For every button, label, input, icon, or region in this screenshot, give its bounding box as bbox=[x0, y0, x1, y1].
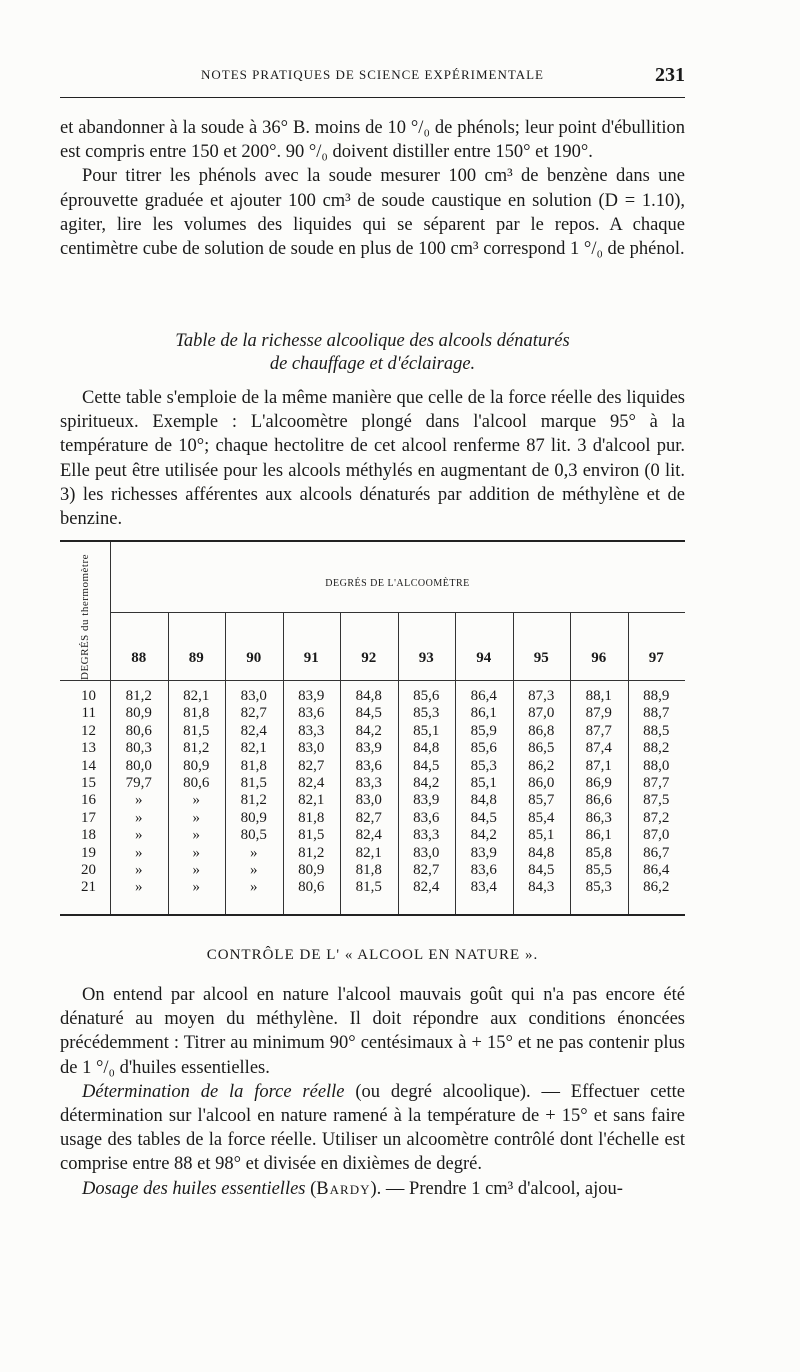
richness-cell: 81,5 bbox=[355, 879, 382, 896]
richness-cell: 80,3 bbox=[125, 740, 152, 757]
richness-cell: 82,4 bbox=[298, 775, 325, 791]
running-title: NOTES PRATIQUES DE SCIENCE EXPÉRIMENTALE bbox=[200, 67, 544, 82]
richness-cell: 86,2 bbox=[643, 879, 670, 896]
richness-cell: 84,2 bbox=[413, 775, 440, 791]
richness-cell: » bbox=[135, 827, 143, 844]
richness-cell: 83,3 bbox=[355, 775, 382, 791]
alcoometer-column-header: 97 bbox=[648, 650, 664, 666]
column-rule bbox=[283, 612, 284, 914]
richness-cell: 84,2 bbox=[470, 827, 497, 844]
richness-cell: » bbox=[135, 792, 143, 809]
richness-cell: 83,6 bbox=[355, 757, 382, 774]
richness-cell: 84,8 bbox=[528, 844, 555, 861]
thermometer-degrees-header bbox=[64, 554, 106, 679]
nature-paragraph-2 bbox=[60, 1080, 685, 1177]
richness-cell: 87,2 bbox=[643, 809, 670, 826]
table-explanation bbox=[60, 386, 685, 531]
table-title-line-1: Table de la richesse alcoolique des alcools dénaturés bbox=[175, 331, 570, 351]
richness-cell: 86,1 bbox=[585, 827, 612, 844]
richness-cell: 82,4 bbox=[240, 722, 267, 739]
temperature-cell: 13 bbox=[81, 740, 96, 757]
alcoometer-column-header: 96 bbox=[591, 650, 607, 666]
dosage-text: . — Prendre 1 cm³ d'alcool, ajou- bbox=[376, 1178, 623, 1199]
richness-cell: 79,7 bbox=[125, 775, 152, 791]
richness-cell: 85,3 bbox=[413, 705, 440, 722]
alcoometer-column-header: 94 bbox=[476, 650, 492, 666]
richness-cell: 83,9 bbox=[298, 688, 325, 704]
table-title bbox=[60, 330, 685, 376]
richness-cell: 81,2 bbox=[183, 740, 210, 757]
richness-cell: 82,1 bbox=[240, 740, 267, 757]
richness-cell: » bbox=[135, 862, 143, 878]
intro-text bbox=[60, 116, 685, 261]
richness-cell: 87,3 bbox=[528, 688, 555, 704]
richness-cell: 81,2 bbox=[125, 688, 152, 704]
alcoometer-column-header: 93 bbox=[418, 650, 434, 666]
running-header bbox=[60, 64, 685, 86]
richness-cell: 86,7 bbox=[643, 844, 670, 861]
richness-cell: 83,0 bbox=[413, 844, 440, 861]
table-row bbox=[60, 775, 685, 792]
richness-cell: 86,1 bbox=[470, 705, 497, 722]
alcoometer-degrees-header: DEGRÉS DE L'ALCOOMÈTRE bbox=[325, 578, 470, 589]
richness-cell: 81,8 bbox=[183, 705, 210, 722]
richness-cell: 83,6 bbox=[413, 809, 440, 826]
richness-cell: 87,5 bbox=[643, 792, 670, 809]
richness-cell: 85,3 bbox=[585, 879, 612, 896]
richness-cell: 84,5 bbox=[528, 862, 555, 878]
table-row bbox=[60, 792, 685, 809]
richness-cell: » bbox=[135, 879, 143, 896]
intro-paragraph-1: et abandonner à la soude à 36° B. moins de 10 °/₀ de phénols; leur point d'ébullition est compris entre 150 et 200°. 90 °/₀ doivent distiller entre 150° et 190°. bbox=[60, 118, 685, 163]
richness-cell: 82,1 bbox=[183, 688, 210, 704]
richness-cell: 86,3 bbox=[585, 809, 612, 826]
richness-cell: 86,4 bbox=[470, 688, 497, 704]
richness-cell: 85,1 bbox=[528, 827, 555, 844]
column-rule bbox=[398, 612, 399, 914]
richness-cell: 80,0 bbox=[125, 757, 152, 774]
richness-cell: 81,5 bbox=[298, 827, 325, 844]
richness-cell: 85,1 bbox=[413, 722, 440, 739]
richness-cell: » bbox=[192, 879, 200, 896]
richness-cell: 86,2 bbox=[528, 757, 555, 774]
richness-cell: 86,6 bbox=[585, 792, 612, 809]
richness-cell: 84,8 bbox=[413, 740, 440, 757]
richness-cell: 86,0 bbox=[528, 775, 555, 791]
table-title-line-2: de chauffage et d'éclairage. bbox=[269, 354, 476, 374]
richness-cell: 80,9 bbox=[125, 705, 152, 722]
dosage-heading: Dosage des huiles essentielles bbox=[82, 1178, 306, 1199]
temperature-cell: 10 bbox=[81, 688, 96, 704]
column-rule bbox=[225, 612, 226, 914]
richness-cell: 85,1 bbox=[470, 775, 497, 791]
alcoometer-column-header: 90 bbox=[246, 650, 262, 666]
richness-cell: 80,9 bbox=[298, 862, 325, 878]
richness-cell: 80,6 bbox=[125, 722, 152, 739]
alcoometer-column-header: 95 bbox=[533, 650, 549, 666]
richness-cell: 83,3 bbox=[413, 827, 440, 844]
richness-cell: » bbox=[135, 844, 143, 861]
force-reelle-heading: Détermination de la force réelle bbox=[82, 1081, 345, 1102]
explanation-paragraph: Cette table s'emploie de la même manière que celle de la force réelle des liquides spiritueux. Exemple : L'alcoomètre plongé dans l'alcool marque 95° à la température de 10°; chaque hectolitre de cet alcool renferme 87 lit. 3 d'alcool pur. Elle peut être utilisée pour les alcools méthylés en augmentant de 0,3 environ (0 lit. 3) les richesses afférentes aux alcools dénaturés par addition de méthylène et de benzine. bbox=[60, 388, 685, 530]
column-rule bbox=[628, 612, 629, 914]
richness-cell: 88,7 bbox=[643, 705, 670, 722]
nature-paragraph-1: On entend par alcool en nature l'alcool mauvais goût qui n'a pas encore été dénaturé au moyen du méthylène. Il doit répondre aux conditions énoncées précédemment : Titrer au minimum 90° centésimaux à + 15° et ne pas contenir plus de 1 °/₀ d'huiles essentielles. bbox=[60, 985, 685, 1078]
temperature-cell: 19 bbox=[81, 844, 96, 861]
richness-cell: 87,0 bbox=[528, 705, 555, 722]
richness-cell: 81,8 bbox=[240, 757, 267, 774]
richness-cell: 85,8 bbox=[585, 844, 612, 861]
table-row bbox=[60, 723, 685, 740]
richness-cell: 84,8 bbox=[470, 792, 497, 809]
temperature-cell: 17 bbox=[81, 809, 96, 826]
richness-cell: 85,6 bbox=[470, 740, 497, 757]
richness-cell: 83,0 bbox=[298, 740, 325, 757]
richness-cell: 88,1 bbox=[585, 688, 612, 704]
richness-cell: 80,9 bbox=[240, 809, 267, 826]
alcoometer-column-header: 89 bbox=[188, 650, 204, 666]
richness-cell: 85,7 bbox=[528, 792, 555, 809]
richness-cell: 85,9 bbox=[470, 722, 497, 739]
column-rule bbox=[513, 612, 514, 914]
temperature-cell: 21 bbox=[81, 879, 96, 896]
richness-cell: 80,5 bbox=[240, 827, 267, 844]
richness-cell: 84,8 bbox=[355, 688, 382, 704]
table-row bbox=[60, 705, 685, 722]
richness-cell: 87,0 bbox=[643, 827, 670, 844]
richness-cell: 88,2 bbox=[643, 740, 670, 757]
richness-cell: 80,9 bbox=[183, 757, 210, 774]
header-rule bbox=[60, 97, 685, 98]
alcoometer-column-header: 91 bbox=[303, 650, 319, 666]
richness-cell: 83,3 bbox=[298, 722, 325, 739]
richness-cell: 87,7 bbox=[585, 722, 612, 739]
richness-cell: 83,0 bbox=[355, 792, 382, 809]
richness-cell: 81,8 bbox=[355, 862, 382, 878]
richness-cell: 88,9 bbox=[643, 688, 670, 704]
temperature-cell: 16 bbox=[81, 792, 96, 809]
richness-cell: 87,1 bbox=[585, 757, 612, 774]
richness-cell: 83,9 bbox=[355, 740, 382, 757]
intro-paragraph-2: Pour titrer les phénols avec la soude mesurer 100 cm³ de benzène dans une éprouvette graduée et ajouter 100 cm³ de soude caustique en solution (D = 1.10), agiter, lire les volumes des liquides qui se séparent par le repos. A chaque centimètre cube de solution de soude en plus de 100 cm³ correspond 1 °/₀ de phénol. bbox=[60, 166, 685, 260]
richness-cell: 87,7 bbox=[643, 775, 670, 791]
richness-cell: 80,6 bbox=[183, 775, 210, 791]
richness-cell: 82,7 bbox=[413, 862, 440, 878]
table-row bbox=[60, 862, 685, 879]
richness-cell: 83,6 bbox=[470, 862, 497, 878]
richness-cell: 82,4 bbox=[413, 879, 440, 896]
richness-cell: 82,4 bbox=[355, 827, 382, 844]
richness-cell: 84,3 bbox=[528, 879, 555, 896]
richness-cell: 83,9 bbox=[413, 792, 440, 809]
richness-cell: 85,3 bbox=[470, 757, 497, 774]
richness-cell: 81,8 bbox=[298, 809, 325, 826]
thermometer-degrees-label: DEGRÉS du thermomètre bbox=[79, 553, 91, 680]
richness-cell: 82,1 bbox=[298, 792, 325, 809]
temperature-cell: 14 bbox=[81, 757, 96, 774]
richness-cell: 82,7 bbox=[355, 809, 382, 826]
table-row bbox=[60, 688, 685, 705]
richness-cell: 82,1 bbox=[355, 844, 382, 861]
richness-cell: 85,4 bbox=[528, 809, 555, 826]
richness-cell: 83,4 bbox=[470, 879, 497, 896]
temperature-cell: 18 bbox=[81, 827, 96, 844]
alcoometer-column-header: 92 bbox=[361, 650, 377, 666]
alcohol-richness-table bbox=[60, 540, 685, 916]
richness-cell: » bbox=[250, 844, 258, 861]
richness-cell: 84,5 bbox=[413, 757, 440, 774]
column-rule bbox=[340, 612, 341, 914]
alcoometer-column-header: 88 bbox=[131, 650, 147, 666]
column-rule bbox=[570, 612, 571, 914]
richness-cell: » bbox=[135, 809, 143, 826]
richness-cell: 88,5 bbox=[643, 722, 670, 739]
temperature-cell: 20 bbox=[81, 862, 96, 878]
richness-cell: » bbox=[192, 792, 200, 809]
richness-cell: 85,6 bbox=[413, 688, 440, 704]
richness-cell: 80,6 bbox=[298, 879, 325, 896]
richness-cell: » bbox=[192, 809, 200, 826]
richness-cell: 81,2 bbox=[240, 792, 267, 809]
temperature-cell: 11 bbox=[81, 705, 96, 722]
table-row bbox=[60, 845, 685, 862]
section-heading: CONTRÔLE DE L' « ALCOOL EN NATURE ». bbox=[206, 947, 539, 963]
richness-cell: 82,7 bbox=[240, 705, 267, 722]
richness-cell: 87,9 bbox=[585, 705, 612, 722]
nature-text bbox=[60, 983, 685, 1201]
richness-cell: 81,5 bbox=[183, 722, 210, 739]
table-row bbox=[60, 758, 685, 775]
force-reelle-text: (ou degré alcoolique). — Effectuer cette détermination sur l'alcool en nature ramené à la température de + 15° et sans faire usage des tables de la force réelle. Utiliser un alcoomètre contrôlé dont l'échelle est comprise entre 88 et 98° et divisée en dixièmes de degré. bbox=[60, 1081, 685, 1175]
richness-cell: 86,9 bbox=[585, 775, 612, 791]
richness-cell: 85,5 bbox=[585, 862, 612, 878]
richness-cell: 84,5 bbox=[470, 809, 497, 826]
richness-cell: » bbox=[250, 862, 258, 878]
richness-cell: 84,2 bbox=[355, 722, 382, 739]
column-rule bbox=[455, 612, 456, 914]
temperature-cell: 12 bbox=[81, 722, 96, 739]
page-number: 231 bbox=[655, 64, 685, 86]
richness-cell: 86,5 bbox=[528, 740, 555, 757]
author-name: Bardy bbox=[316, 1178, 371, 1199]
richness-cell: 87,4 bbox=[585, 740, 612, 757]
table-row bbox=[60, 879, 685, 896]
richness-cell: 86,8 bbox=[528, 722, 555, 739]
header-bottom-rule bbox=[60, 680, 685, 681]
table-row bbox=[60, 810, 685, 827]
temperature-cell: 15 bbox=[81, 775, 96, 791]
richness-cell: » bbox=[192, 862, 200, 878]
richness-cell: 82,7 bbox=[298, 757, 325, 774]
temp-column-rule bbox=[110, 542, 111, 914]
richness-cell: 83,0 bbox=[240, 688, 267, 704]
richness-cell: 88,0 bbox=[643, 757, 670, 774]
table-row bbox=[60, 740, 685, 757]
richness-cell: » bbox=[250, 879, 258, 896]
richness-cell: » bbox=[192, 827, 200, 844]
nature-paragraph-3: Dosage des huiles essentielles (Bardy). — Prendre 1 cm³ d'alcool, ajou- bbox=[82, 1178, 623, 1199]
richness-cell: » bbox=[192, 844, 200, 861]
richness-cell: 84,5 bbox=[355, 705, 382, 722]
table-row bbox=[60, 827, 685, 844]
richness-cell: 83,6 bbox=[298, 705, 325, 722]
richness-cell: 83,9 bbox=[470, 844, 497, 861]
richness-cell: 86,4 bbox=[643, 862, 670, 878]
column-rule bbox=[168, 612, 169, 914]
richness-cell: 81,2 bbox=[298, 844, 325, 861]
richness-cell: 81,5 bbox=[240, 775, 267, 791]
